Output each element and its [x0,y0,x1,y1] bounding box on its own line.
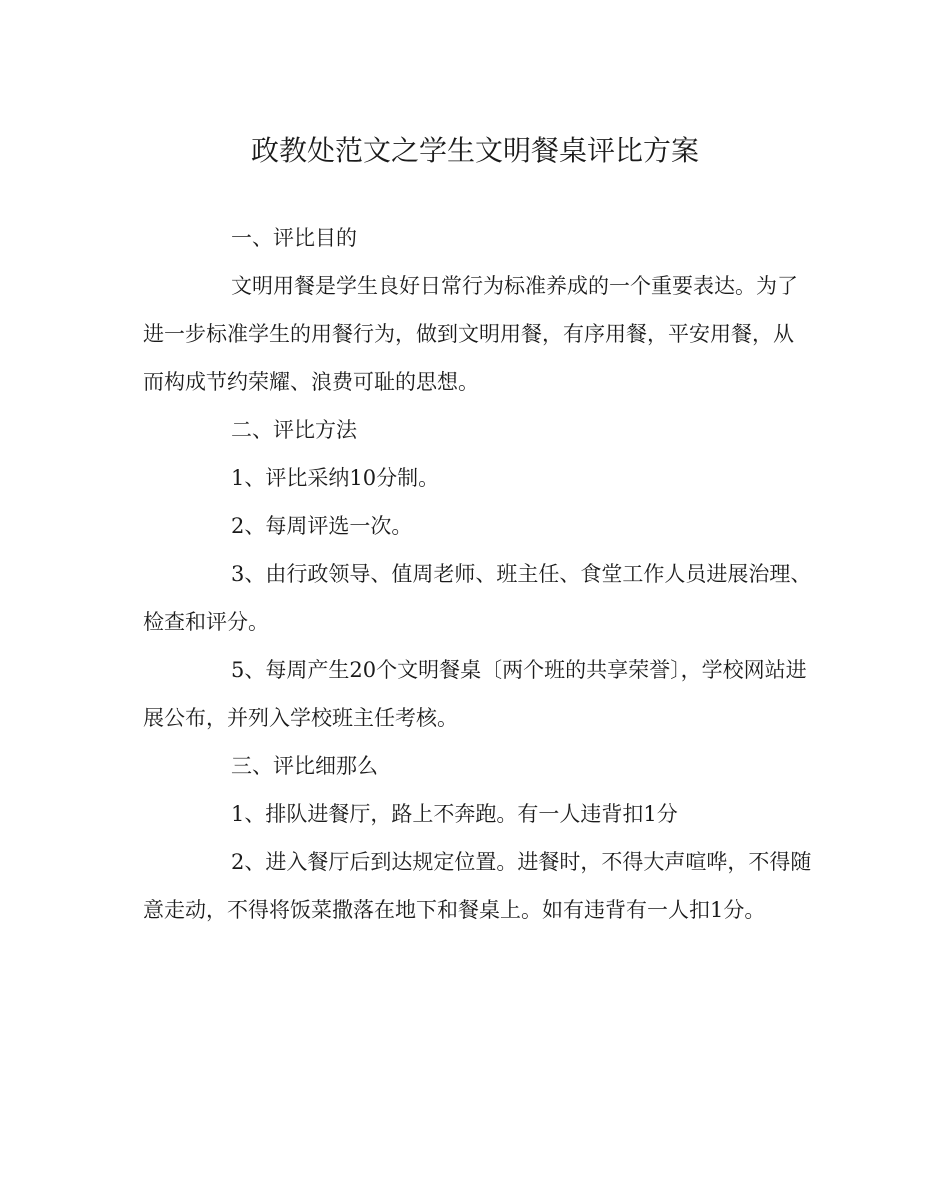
document-title: 政教处范文之学生文明餐桌评比方案 [250,134,699,167]
paragraph-purpose: 文明用餐是学生良好日常行为标准养成的一个重要表达。为了进一步标准学生的用餐行为，做到文明用餐，有序用餐，平安用餐，从而构成节约荣耀、浪费可耻的思想。 [143,274,798,394]
section-heading-method: 二、评比方法 [231,418,357,442]
method-item-3: 3、由行政领导、值周老师、班主任、食堂工作人员进展治理、检查和评分。 [143,562,812,634]
method-item-1: 1、评比采纳10分制。 [231,466,440,490]
rule-item-2: 2、进入餐厅后到达规定位置。进餐时，不得大声喧哗，不得随意走动，不得将饭菜撒落在地下和餐桌上。如有违背有一人扣1分。 [143,850,812,922]
method-item-2: 2、每周评选一次。 [231,514,413,538]
rule-item-1: 1、排队进餐厅，路上不奔跑。有一人违背扣1分 [231,802,678,826]
section-heading-rules: 三、评比细那么 [231,754,378,778]
method-item-5: 5、每周产生20个文明餐桌〔两个班的共享荣誉〕，学校网站进展公布，并列入学校班主任考核。 [143,658,807,730]
section-heading-purpose: 一、评比目的 [231,226,357,250]
